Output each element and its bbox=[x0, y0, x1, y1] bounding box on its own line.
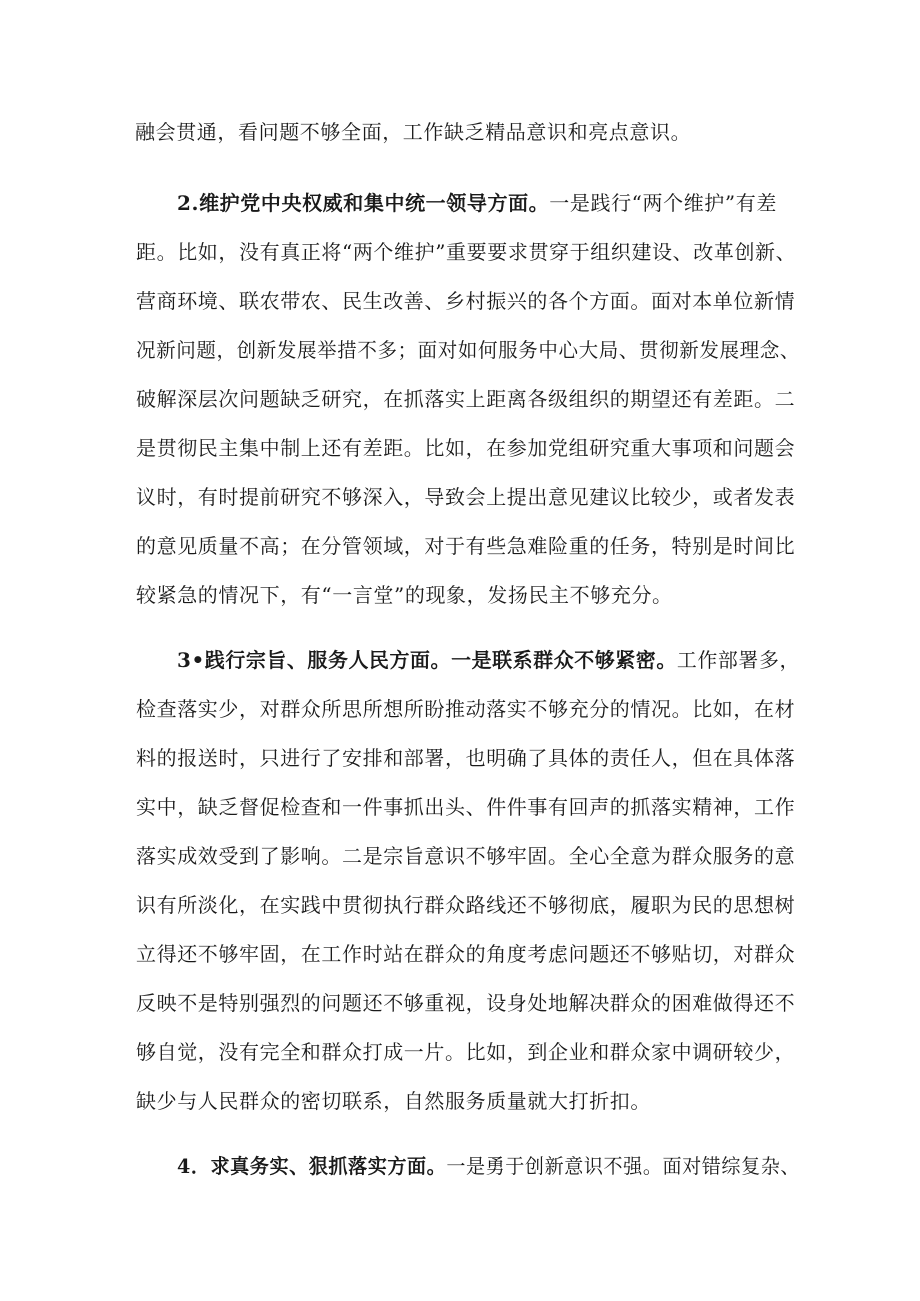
line-text: 是贯彻民主集中制上还有差距。比如，在参加党组研究重大事项和问题会 bbox=[136, 436, 796, 460]
paragraph-line bbox=[0, 379, 920, 419]
paragraph-line bbox=[0, 183, 920, 223]
paragraph-line bbox=[0, 1032, 920, 1072]
paragraph-line bbox=[0, 1146, 920, 1186]
paragraph-line bbox=[0, 477, 920, 517]
paragraph-line bbox=[0, 1081, 920, 1121]
paragraph-line bbox=[0, 640, 920, 680]
section-heading-3: 3•践行宗旨、服务人民方面。一是联系群众不够紧密。 bbox=[177, 648, 677, 672]
paragraph-line bbox=[0, 885, 920, 925]
paragraph-line bbox=[0, 232, 920, 272]
line-text: 一是勇于创新意识不强。面对错综复杂、 bbox=[446, 1154, 801, 1178]
line-text: 立得还不够牢固，在工作时站在群众的角度考虑问题还不够贴切，对群众 bbox=[136, 942, 796, 966]
paragraph-line bbox=[0, 934, 920, 974]
line-text: 较紧急的情况下，有“一言堂”的现象，发扬民主不够充分。 bbox=[136, 583, 673, 607]
line-text: 实中，缺乏督促检查和一件事抓出头、件件事有回声的抓落实精神，工作 bbox=[136, 795, 796, 819]
paragraph-line bbox=[0, 787, 920, 827]
line-text: 破解深层次问题缺乏研究，在抓落实上距离各级组织的期望还有差距。二 bbox=[136, 387, 796, 411]
line-text: 营商环境、联农带农、民生改善、乡村振兴的各个方面。面对本单位新情 bbox=[136, 289, 796, 313]
paragraph-line bbox=[0, 836, 920, 876]
paragraph-line bbox=[0, 330, 920, 370]
line-text: 落实成效受到了影响。二是宗旨意识不够牢固。全心全意为群众服务的意 bbox=[136, 844, 796, 868]
line-text: 够自觉，没有完全和群众打成一片。比如，到企业和群众家中调研较少， bbox=[136, 1040, 796, 1064]
line-text: 的意见质量不高；在分管领域，对于有些急难险重的任务，特别是时间比 bbox=[136, 534, 796, 558]
line-text: 识有所淡化，在实践中贯彻执行群众路线还不够彻底，履职为民的思想树 bbox=[136, 893, 796, 917]
line-text: 议时，有时提前研究不够深入，导致会上提出意见建议比较少，或者发表 bbox=[136, 485, 796, 509]
paragraph-line bbox=[0, 281, 920, 321]
section-heading-4: 4．求真务实、狠抓落实方面。 bbox=[177, 1154, 447, 1178]
paragraph-line bbox=[0, 738, 920, 778]
line-text: 一是践行“两个维护”有差 bbox=[549, 191, 777, 215]
line-text: 况新问题，创新发展举措不多；面对如何服务中心大局、贯彻新发展理念、 bbox=[136, 338, 800, 362]
line-text: 料的报送时，只进行了安排和部署，也明确了具体的责任人，但在具体落 bbox=[136, 746, 796, 770]
line-text: 反映不是特别强烈的问题还不够重视，设身处地解决群众的困难做得还不 bbox=[136, 991, 796, 1015]
line-text: 距。比如，没有真正将“两个维护”重要要求贯穿于组织建设、改革创新、 bbox=[136, 240, 797, 264]
paragraph-line bbox=[0, 428, 920, 468]
line-text: 工作部署多， bbox=[676, 648, 800, 672]
paragraph-line bbox=[0, 526, 920, 566]
line-text: 缺少与人民群众的密切联系，自然服务质量就大打折扣。 bbox=[136, 1089, 651, 1113]
line-text: 检查落实少，对群众所思所想所盼推动落实不够充分的情况。比如，在材 bbox=[136, 697, 796, 721]
section-heading-2: 2.维护党中央权威和集中统一领导方面。 bbox=[177, 191, 550, 215]
line-text: 融会贯通，看问题不够全面，工作缺乏精品意识和亮点意识。 bbox=[135, 120, 692, 144]
paragraph-line bbox=[0, 575, 920, 615]
paragraph-line bbox=[0, 689, 920, 729]
paragraph-line bbox=[0, 112, 920, 152]
paragraph-line bbox=[0, 983, 920, 1023]
